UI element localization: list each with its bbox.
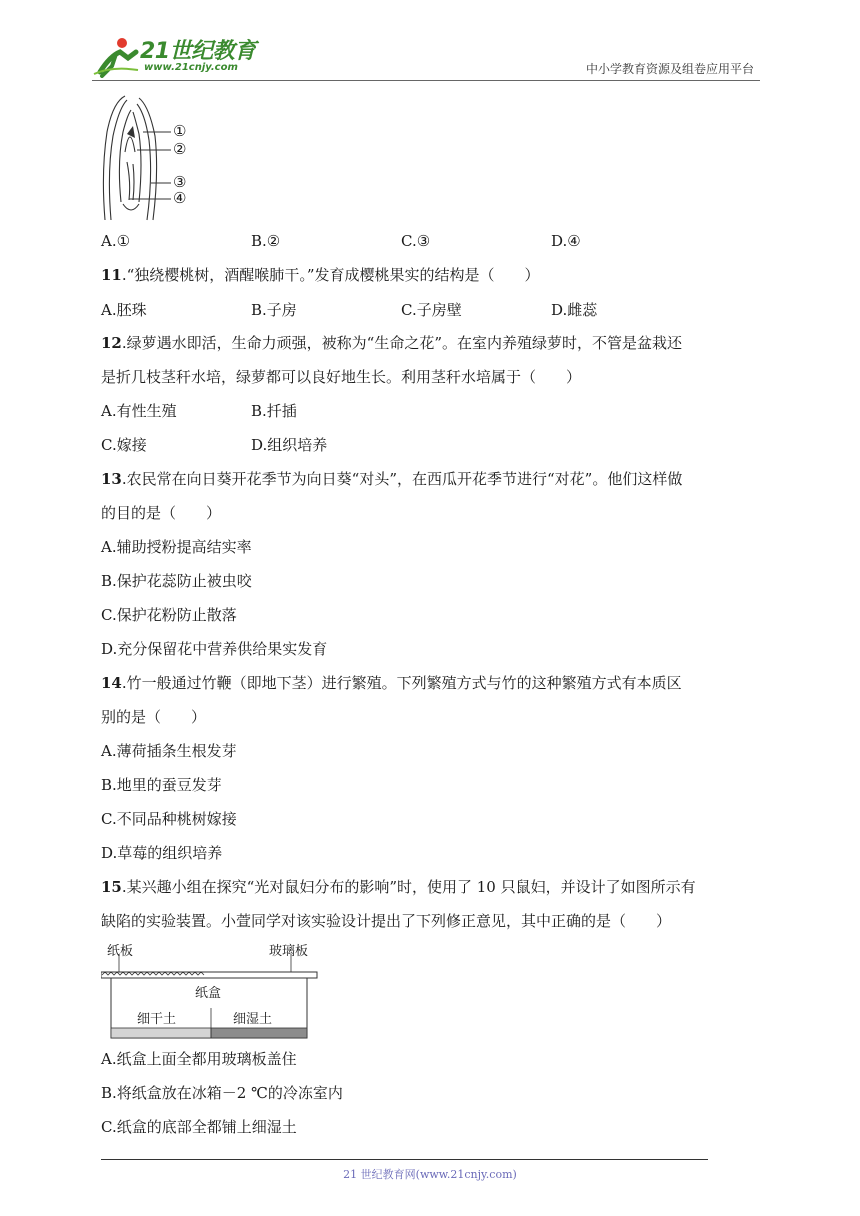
q12-options-row2	[101, 428, 771, 462]
q10-option-a[interactable]: A.①	[101, 232, 131, 250]
diagram-label-1: ①	[173, 122, 187, 140]
runner-icon	[92, 36, 142, 78]
label-glass-board: 玻璃板	[269, 944, 309, 959]
q11-options	[101, 292, 771, 326]
q14-option-b[interactable]: B.地里的蚕豆发芽	[101, 776, 222, 794]
q14-option-c[interactable]: C.不同品种桃树嫁接	[101, 810, 237, 828]
footer-divider	[101, 1159, 708, 1160]
q12-number: 12	[101, 334, 122, 352]
header-divider	[92, 80, 760, 81]
footer-text[interactable]: 21 世纪教育网(www.21cnjy.com)	[343, 1168, 517, 1181]
q15-line2: 缺陷的实验装置。小萱同学对该实验设计提出了下列修正意见，其中正确的是（ ）	[101, 912, 672, 930]
question-11	[101, 258, 771, 292]
q10-option-c[interactable]: C.③	[401, 232, 431, 250]
q15-option-b[interactable]: B.将纸盒放在冰箱－2 ℃的冷冻室内	[101, 1084, 343, 1102]
q14-line2: 别的是（ ）	[101, 708, 207, 726]
label-wet-soil: 细湿土	[233, 1012, 273, 1027]
main-content	[101, 92, 771, 1144]
site-logo[interactable]	[92, 36, 262, 78]
logo-url: www.21cnjy.com	[144, 62, 238, 73]
page-header	[92, 32, 760, 80]
q15-number: 15	[101, 878, 122, 896]
diagram-label-2: ②	[173, 140, 187, 158]
q11-option-a[interactable]: A.胚珠	[101, 300, 147, 319]
q12-options-row1	[101, 394, 771, 428]
q11-number: 11	[101, 266, 122, 284]
q13-number: 13	[101, 470, 122, 488]
experiment-setup-diagram	[101, 942, 331, 1042]
pistil-drawing	[99, 92, 239, 224]
q12-option-a[interactable]: A.有性生殖	[101, 402, 177, 420]
label-dry-soil: 细干土	[137, 1012, 177, 1027]
q13-line1: .农民常在向日葵开花季节为向日葵“对头”，在西瓜开花季节进行“对花”。他们这样做	[121, 470, 683, 488]
q12-option-c[interactable]: C.嫁接	[101, 436, 147, 454]
q14-option-d[interactable]: D.草莓的组织培养	[101, 844, 223, 862]
question-14	[101, 666, 771, 734]
q12-line2: 是折几枝茎秆水培，绿萝都可以良好地生长。利用茎秆水培属于（ ）	[101, 368, 582, 386]
label-paper-board: 纸板	[107, 944, 134, 959]
q14-option-a[interactable]: A.薄荷插条生根发芽	[101, 742, 237, 760]
q10-options	[101, 224, 771, 258]
q15-option-a[interactable]: A.纸盒上面全都用玻璃板盖住	[101, 1050, 297, 1068]
q13-option-b[interactable]: B.保护花蕊防止被虫咬	[101, 572, 252, 590]
q13-line2: 的目的是（ ）	[101, 504, 222, 522]
q13-option-d[interactable]: D.充分保留花中营养供给果实发育	[101, 640, 328, 658]
question-15	[101, 870, 771, 938]
diagram-label-4: ④	[173, 189, 187, 207]
q14-line1: .竹一般通过竹鞭（即地下茎）进行繁殖。下列繁殖方式与竹的这种繁殖方式有本质区	[121, 674, 682, 692]
q15-line1: .某兴趣小组在探究“光对鼠妇分布的影响”时，使用了 10 只鼠妇，并设计了如图所示有	[121, 878, 696, 896]
question-12	[101, 326, 771, 394]
q10-option-d[interactable]: D.④	[551, 232, 581, 250]
q14-number: 14	[101, 674, 122, 692]
q11-option-b[interactable]: B.子房	[251, 300, 297, 319]
q15-option-c[interactable]: C.纸盒的底部全都铺上细湿土	[101, 1118, 297, 1136]
q13-option-c[interactable]: C.保护花粉防止散落	[101, 606, 237, 624]
q13-option-a[interactable]: A.辅助授粉提高结实率	[101, 538, 252, 556]
q11-option-d[interactable]: D.雌蕊	[551, 300, 598, 319]
flower-pistil-diagram	[99, 92, 239, 224]
logo-text: 21世纪教育	[140, 39, 256, 64]
question-13	[101, 462, 771, 530]
header-tagline: 中小学教育资源及组卷应用平台	[585, 62, 754, 76]
q12-line1: .绿萝遇水即活，生命力顽强，被称为“生命之花”。在室内养殖绿萝时，不管是盆栽还	[121, 334, 682, 352]
diagram-label-3: ③	[173, 173, 187, 191]
q12-option-d[interactable]: D.组织培养	[251, 436, 328, 454]
q11-text: .“独绕樱桃树，酒醒喉肺干。”发育成樱桃果实的结构是（ ）	[121, 266, 540, 284]
q12-option-b[interactable]: B.扦插	[251, 402, 297, 420]
q11-option-c[interactable]: C.子房壁	[401, 300, 462, 319]
label-paper-box: 纸盒	[195, 986, 222, 1001]
q10-option-b[interactable]: B.②	[251, 232, 281, 250]
